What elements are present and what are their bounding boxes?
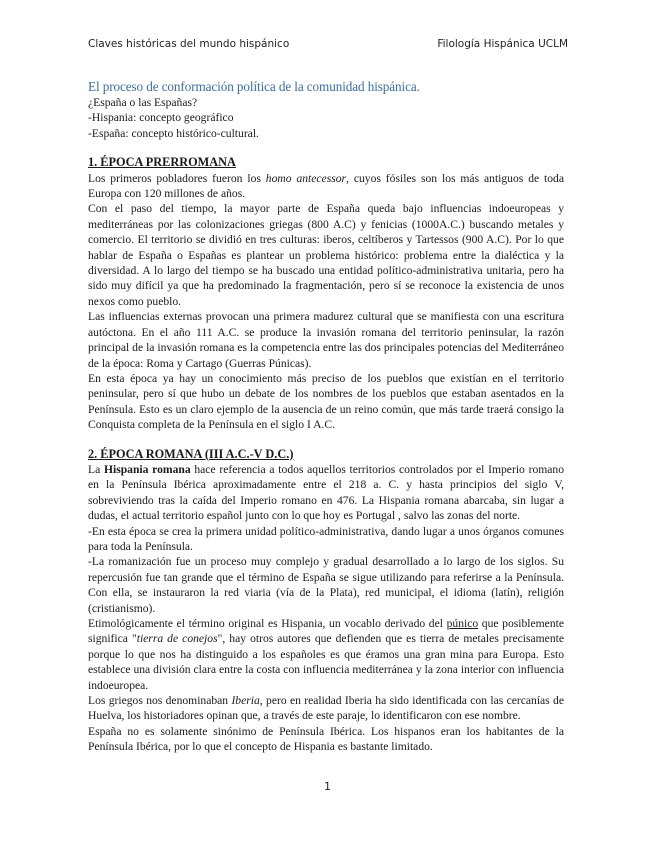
document-body <box>88 78 564 755</box>
intro-line: -Hispania: concepto geográfico <box>88 111 234 125</box>
paragraph: -En esta época se crea la primera unidad político-administrativa, dando lugar a unos órganos comunes para toda la Península. <box>88 524 564 553</box>
header-right: Filología Hispánica UCLM <box>437 38 568 50</box>
italic-term: homo antecessor <box>265 171 347 185</box>
paragraph: -La romanización fue un proceso muy complejo y gradual desarrollado a lo largo de los siglos. Su repercusión fue tan grande que el término de España se sigue utilizando para referirse a la Península. Con ella, se instauraron la red viaria (vía de la Plata), red municipal, el idioma (latín), religión (cristianismo). <box>88 555 564 615</box>
bold-term: Hispania romana <box>103 462 191 476</box>
document-title: El proceso de conformación política de la comunidad hispánica. <box>88 79 420 94</box>
paragraph: España no es solamente sinónimo de Península Ibérica. Los hispanos eran los habitantes de la Península Ibérica, por lo que el concepto de Hispania es bastante limitado. <box>88 724 564 754</box>
section-heading: 2. ÉPOCA ROMANA (III A.C.-V D.C.) <box>88 446 294 461</box>
paragraph: Los griegos nos denominaban Iberia, pero en realidad Iberia ha sido identificada con las cercanías de Huelva, los historiadores opinan que, a través de este paraje, lo identificaron con ese nombre. <box>88 694 564 723</box>
paragraph: Las influencias externas provocan una primera madurez cultural que se manifiesta con una escritura autóctona. En el año 111 A.C. se produce la invasión romana del territorio peninsular, la razón principal de la invasión romana es la competencia entre las dos principales potencias del Mediterráneo de la época: Roma y Cartago (Guerras Púnicas). <box>88 310 564 370</box>
paragraph: La Hispania romana hace referencia a todos aquellos territorios controlados por el Imperio romano en la Península Ibérica aproximadamente entre el 218 a. C. y hasta principios del siglo V, sobreviviendo tras la caída del Imperio romano en 476. La Hispania romana abarcaba, sin lugar a dudas, el actual territorio español junto con lo que hoy es Portugal , salvo las zonas del norte. <box>88 462 564 523</box>
section-heading: 1. ÉPOCA PRERROMANA <box>88 155 236 170</box>
paragraph: Etimológicamente el término original es Hispania, un vocablo derivado del púnico que posiblemente significa "tierra de conejos", hay otros autores que defienden que es tierra de metales precisamente porque lo que nos ha distinguido a los españoles es que éramos una gran mina para Europa. Esto establece una división clara entre la costa con influencia mediterránea y la zona interior con influencia indoeuropea. <box>88 617 564 692</box>
paragraph: En esta época ya hay un conocimiento más preciso de los pueblos que existían en el territorio peninsular, pero sí que hubo un debate de los nombres de los pueblos que estaban asentados en la Península. Esto es un claro ejemplo de la ausencia de un reino común, que más tarde traerá consigo la Conquista completa de la Península en el siglo I A.C. <box>88 371 564 432</box>
italic-term: tierra de conejos <box>136 632 218 646</box>
intro-line: -España: concepto histórico-cultural. <box>88 126 259 140</box>
header-left: Claves históricas del mundo hispánico <box>88 38 290 50</box>
paragraph: Los primeros pobladores fueron los homo antecessor, cuyos fósiles son los más antiguos de toda Europa con 120 millones de años. <box>88 171 564 201</box>
paragraph: Con el paso del tiempo, la mayor parte de España queda bajo influencias indoeuropeas y mediterráneas por las colonizaciones griegas (800 A.C) y fenicias (1000A.C.) buscando metales y comercio. El territorio se dividió en tres culturas: iberos, celtíberos y Tartessos (900 A.C). Por lo que hablar de España o Españas es plantear un problema histórico: problema entre la dialéctica y la diversidad. A lo largo del tiempo se ha buscado una entidad político-administrativa unitaria, pero ha sido muy difícil ya que ha predominado la fragmentación, pero sí se reconoce la existencia de unos nexos como pueblo. <box>88 202 564 308</box>
italic-term: Iberia <box>231 694 260 708</box>
underlined-term: púnico <box>446 617 479 630</box>
intro-line: ¿España o las Españas? <box>88 96 198 109</box>
page-number: 1 <box>324 780 331 793</box>
